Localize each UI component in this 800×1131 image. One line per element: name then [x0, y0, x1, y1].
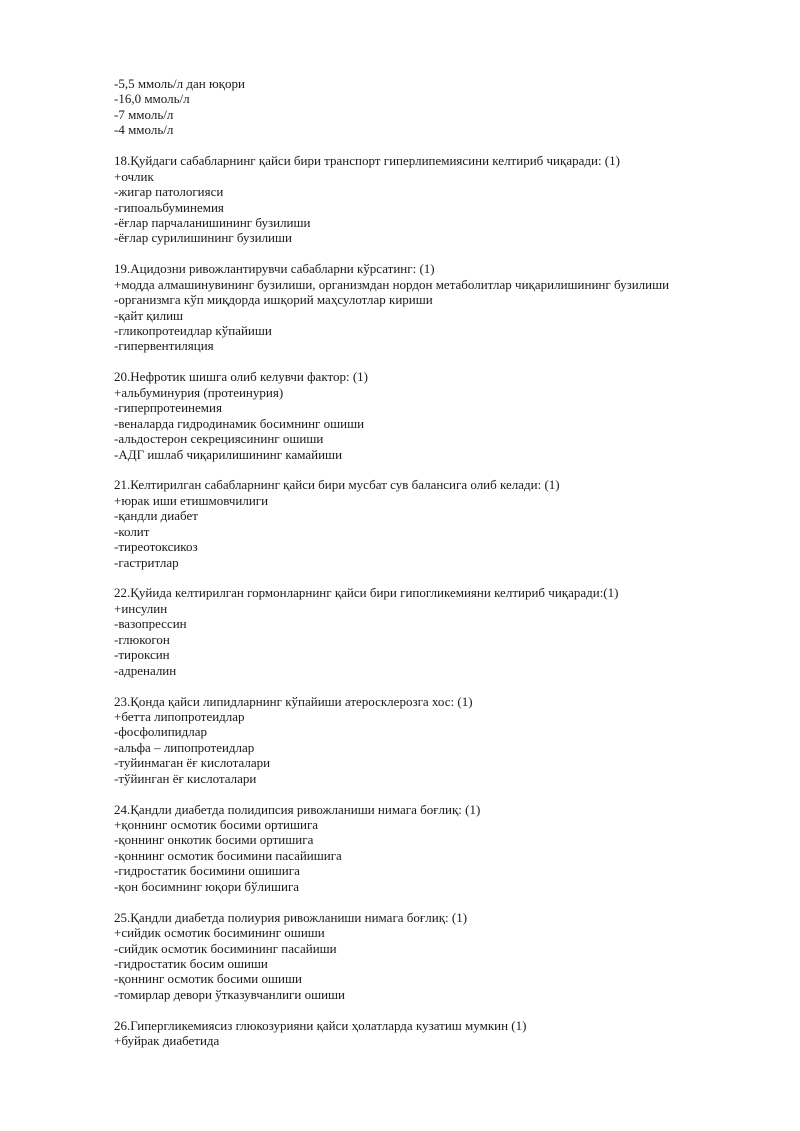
question-title: 23.Қонда қайси липидларнинг кўпайиши атеросклерозга хос: (1): [114, 693, 473, 709]
answer-option: +инсулин: [114, 600, 168, 616]
answer-option: -қоннинг осмотик босими ошиши: [114, 971, 302, 987]
question-25: [114, 910, 774, 1003]
answer-option: +альбуминурия (протеинурия): [114, 384, 284, 400]
question-title: 21.Келтирилган сабабларнинг қайси бири мусбат сув балансига олиб келади: (1): [114, 477, 560, 493]
answer-option: -жигар патологияси: [114, 184, 224, 200]
question-title: 19.Ацидозни ривожлантирувчи сабабларни кўрсатинг: (1): [114, 261, 435, 277]
question-title: 26.Гипергликемиясиз глюкозурияни қайси ҳолатларда кузатиш мумкин (1): [114, 1017, 527, 1033]
answer-option: -гидростатик босим ошиши: [114, 955, 268, 971]
question-21: [114, 477, 774, 570]
answer-option: -4 ммоль/л: [114, 122, 174, 138]
answer-option: +бетта липопротеидлар: [114, 708, 245, 724]
document-text: [114, 76, 774, 1049]
answer-option: -гидростатик босимини ошишига: [114, 863, 300, 879]
answer-option: -фосфолипидлар: [114, 724, 207, 740]
answer-option: -ёғлар сурилишининг бузилиши: [114, 230, 292, 246]
question-title: 20.Нефротик шишга олиб келувчи фактор: (1): [114, 369, 368, 385]
answer-option: -томирлар девори ўтказувчанлиги ошиши: [114, 986, 346, 1002]
answer-option: +очлик: [114, 168, 154, 184]
question-title: 18.Қуйдаги сабабларнинг қайси бири транспорт гиперлипемиясини келтириб чиқаради: (1): [114, 153, 620, 169]
question-20: [114, 369, 774, 462]
answer-option: -веналарда гидродинамик босимнинг ошиши: [114, 415, 365, 431]
answer-option: -колит: [114, 523, 150, 539]
answer-option: -16,0 ммоль/л: [114, 91, 190, 107]
answer-option: +буйрак диабетида: [114, 1033, 220, 1049]
answer-option: -қон босимнинг юқори бўлишига: [114, 878, 300, 894]
answer-option: -гиперпротеинемия: [114, 400, 222, 416]
answer-option: -5,5 ммоль/л дан юқори: [114, 76, 245, 91]
answer-option: -организмга кўп миқдорда ишқорий маҳсулотлар кириши: [114, 292, 433, 308]
answer-option: -альдостерон секрециясининг ошиши: [114, 431, 324, 447]
answer-option: -АДГ ишлаб чиқарилишининг камайиши: [114, 446, 343, 462]
answer-option: -қандли диабет: [114, 508, 198, 524]
question-26: [114, 1018, 774, 1049]
answer-option: +сийдик осмотик босимининг ошиши: [114, 925, 325, 941]
answer-option: +қоннинг осмотик босими ортишига: [114, 817, 319, 832]
answer-option: -глюкогон: [114, 631, 170, 647]
answer-option: +модда алмашинувининг бузилиши, организмдан нордон метаболитлар чиқарилишининг бузилиши: [114, 276, 670, 292]
answer-option: -гликопротеидлар кўпайиши: [114, 323, 272, 338]
answer-option: -тўйинган ёғ кислоталари: [114, 770, 257, 786]
question-18: [114, 153, 774, 246]
answer-option: -тироксин: [114, 647, 170, 663]
question-24: [114, 802, 774, 895]
answer-option: -қоннинг осмотик босимини пасайишига: [114, 847, 342, 863]
answer-option: -альфа – липопротеидлар: [114, 739, 255, 755]
answer-option: -гастритлар: [114, 554, 179, 570]
question-title: 22.Қуйида келтирилган гормонларнинг қайси бири гипогликемияни келтириб чиқаради:(1): [114, 585, 619, 601]
question-22: [114, 585, 774, 678]
answer-option: -ёғлар парчаланишининг бузилиши: [114, 214, 311, 230]
answer-option: -туйинмаган ёғ кислоталари: [114, 755, 271, 771]
question-title: 24.Қандли диабетда полидипсия ривожланиши нимага боғлиқ: (1): [114, 801, 481, 817]
intro-options-block: [114, 76, 774, 138]
answer-option: -сийдик осмотик босимининг пасайиши: [114, 940, 337, 956]
answer-option: -қоннинг онкотик босими ортишига: [114, 832, 314, 848]
question-23: [114, 694, 774, 787]
answer-option: -вазопрессин: [114, 616, 187, 632]
answer-option: -тиреотоксикоз: [114, 539, 198, 555]
answer-option: -гипервентиляция: [114, 338, 214, 354]
question-title: 25.Қандли диабетда полиурия ривожланиши нимага боғлиқ: (1): [114, 909, 468, 925]
question-19: [114, 261, 774, 354]
answer-option: +юрак иши етишмовчилиги: [114, 492, 269, 508]
answer-option: -7 ммоль/л: [114, 106, 174, 122]
answer-option: -қайт қилиш: [114, 307, 184, 323]
answer-option: -гипоальбуминемия: [114, 199, 224, 215]
answer-option: -адреналин: [114, 662, 177, 678]
